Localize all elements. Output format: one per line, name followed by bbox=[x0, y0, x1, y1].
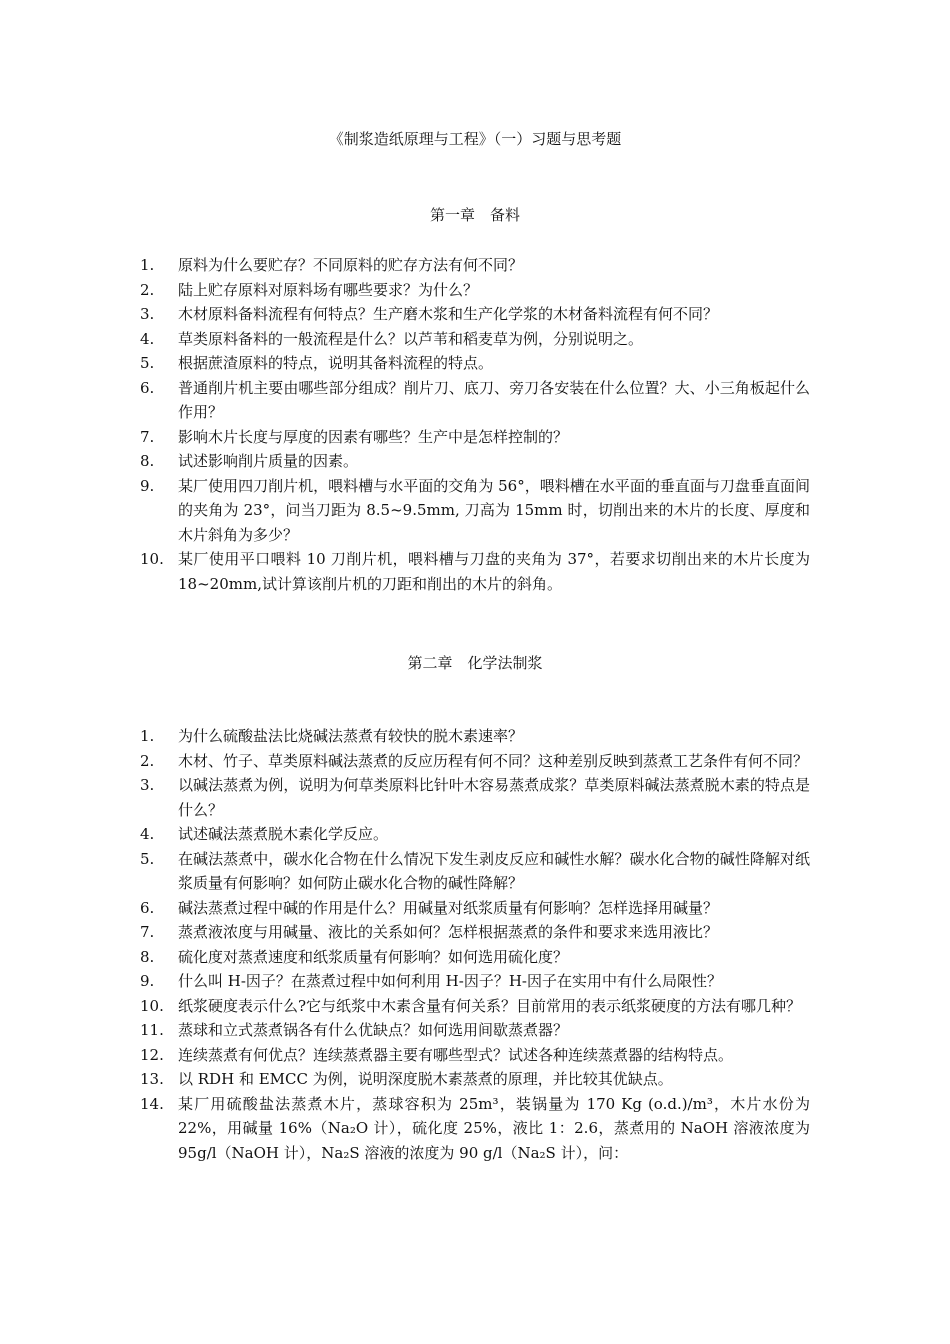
question-text: 什么叫 H-因子？在蒸煮过程中如何利用 H-因子？H-因子在实用中有什么局限性？ bbox=[178, 972, 722, 990]
question-item bbox=[140, 896, 810, 921]
question-text: 影响木片长度与厚度的因素有哪些？生产中是怎样控制的？ bbox=[178, 427, 569, 446]
question-text: 为什么硫酸盐法比烧碱法蒸煮有较快的脱木素速率？ bbox=[178, 727, 524, 745]
question-text: 草类原料备料的一般流程是什么？以芦苇和稻麦草为例，分别说明之。 bbox=[178, 329, 644, 348]
question-number: 14. bbox=[140, 1094, 164, 1113]
question-number: 4. bbox=[140, 329, 155, 348]
question-text: 连续蒸煮有何优点？连续蒸煮器主要有哪些型式？试述各种连续蒸煮器的结构特点。 bbox=[178, 1045, 734, 1064]
chapter-1-title: 第一章 备料 bbox=[429, 206, 520, 224]
question-item bbox=[140, 773, 810, 822]
question-number: 7. bbox=[140, 923, 155, 941]
question-number: 3. bbox=[140, 776, 155, 794]
question-text: 陆上贮存原料对原料场有哪些要求？为什么？ bbox=[178, 280, 479, 299]
question-item bbox=[140, 994, 810, 1019]
question-number: 5. bbox=[140, 849, 155, 868]
question-number: 1. bbox=[140, 727, 155, 745]
question-number: 2. bbox=[140, 280, 155, 299]
question-text: 某厂使用平口喂料 10 刀削片机，喂料槽与刀盘的夹角为 37°，若要求切削出来的木片长度为 18~20mm,试计算该削片机的刀距和削出的木片的斜角。 bbox=[178, 550, 810, 593]
question-number: 13. bbox=[140, 1070, 164, 1088]
question-text: 木材原料备料流程有何特点？生产磨木浆和生产化学浆的木材备料流程有何不同？ bbox=[178, 305, 719, 323]
question-number: 6. bbox=[140, 898, 155, 917]
question-text: 木材、竹子、草类原料碱法蒸煮的反应历程有何不同？这种差别反映到蒸煮工艺条件有何不同？ bbox=[178, 751, 809, 770]
question-number: 7. bbox=[140, 427, 155, 446]
question-text: 碱法蒸煮过程中碱的作用是什么？用碱量对纸浆质量有何影响？怎样选择用碱量？ bbox=[178, 898, 719, 917]
question-text: 以 RDH 和 EMCC 为例，说明深度脱木素蒸煮的原理，并比较其优缺点。 bbox=[178, 1070, 673, 1088]
question-number: 1. bbox=[140, 256, 155, 274]
question-item bbox=[140, 253, 810, 278]
question-item bbox=[140, 749, 810, 774]
question-item bbox=[140, 327, 810, 352]
question-text: 蒸煮液浓度与用碱量、液比的关系如何？怎样根据蒸煮的条件和要求来选用液比？ bbox=[178, 923, 719, 941]
question-number: 3. bbox=[140, 305, 155, 323]
question-number: 11. bbox=[140, 1021, 164, 1039]
question-number: 9. bbox=[140, 972, 155, 990]
question-item bbox=[140, 547, 810, 596]
question-item bbox=[140, 1092, 810, 1166]
question-number: 5. bbox=[140, 354, 155, 372]
question-text: 试述碱法蒸煮脱木素化学反应。 bbox=[178, 825, 389, 843]
question-text: 以碱法蒸煮为例，说明为何草类原料比针叶木容易蒸煮成浆？草类原料碱法蒸煮脱木素的特点是什么？ bbox=[178, 776, 810, 819]
question-item bbox=[140, 376, 810, 425]
question-number: 10. bbox=[140, 550, 164, 568]
question-text: 某厂使用四刀削片机，喂料槽与水平面的交角为 56°，喂料槽在水平面的垂直面与刀盘垂直面间的夹角为 23°，问当刀距为 8.5~9.5mm, 刀高为 15mm 时，切削出来的木片的长度、厚度和木片斜角为多少？ bbox=[178, 476, 810, 544]
question-number: 10. bbox=[140, 996, 164, 1015]
question-number: 9. bbox=[140, 476, 155, 495]
question-item bbox=[140, 847, 810, 896]
chapter-1-question-list bbox=[140, 253, 810, 596]
question-item bbox=[140, 1067, 810, 1092]
question-item bbox=[140, 278, 810, 303]
chapter-2-title: 第二章 化学法制浆 bbox=[407, 654, 543, 672]
question-text: 在碱法蒸煮中，碳水化合物在什么情况下发生剥皮反应和碱性水解？碳水化合物的碱性降解对纸浆质量有何影响？如何防止碳水化合物的碱性降解？ bbox=[178, 849, 810, 892]
question-number: 8. bbox=[140, 452, 155, 470]
question-text: 硫化度对蒸煮速度和纸浆质量有何影响？如何选用硫化度？ bbox=[178, 947, 569, 966]
question-text: 蒸球和立式蒸煮锅各有什么优缺点？如何选用间歇蒸煮器？ bbox=[178, 1021, 569, 1039]
question-item bbox=[140, 724, 810, 749]
question-item bbox=[140, 1043, 810, 1068]
question-text: 普通削片机主要由哪些部分组成？削片刀、底刀、旁刀各安装在什么位置？大、小三角板起什么作用？ bbox=[178, 378, 810, 421]
question-number: 4. bbox=[140, 825, 155, 843]
question-text: 某厂用硫酸盐法蒸煮木片，蒸球容积为 25m³，装锅量为 170 Kg (o.d.)/m³，木片水份为 22%，用碱量 16%（Na₂O 计），硫化度 25%，液比 1：2.6，蒸煮用的 NaOH 溶液浓度为 95g/l（NaOH 计），Na₂S 溶液的浓度为 90 g/l（Na₂S 计），问： bbox=[178, 1094, 810, 1162]
question-item bbox=[140, 425, 810, 450]
question-item bbox=[140, 302, 810, 327]
question-item bbox=[140, 449, 810, 474]
question-text: 根据蔗渣原料的特点，说明其备料流程的特点。 bbox=[178, 354, 494, 372]
question-item bbox=[140, 945, 810, 970]
question-number: 2. bbox=[140, 751, 155, 770]
question-item bbox=[140, 920, 810, 945]
document-title: 《制浆造纸原理与工程》（一）习题与思考题 bbox=[328, 130, 622, 148]
question-text: 原料为什么要贮存？不同原料的贮存方法有何不同？ bbox=[178, 256, 524, 274]
question-item bbox=[140, 969, 810, 994]
question-text: 试述影响削片质量的因素。 bbox=[178, 452, 359, 470]
question-item bbox=[140, 1018, 810, 1043]
question-text: 纸浆硬度表示什么?它与纸浆中木素含量有何关系？目前常用的表示纸浆硬度的方法有哪几种？ bbox=[178, 996, 802, 1015]
question-number: 8. bbox=[140, 947, 155, 966]
question-item bbox=[140, 822, 810, 847]
question-number: 12. bbox=[140, 1045, 164, 1064]
chapter-2-question-list bbox=[140, 724, 810, 1165]
question-item bbox=[140, 351, 810, 376]
question-item bbox=[140, 474, 810, 548]
question-number: 6. bbox=[140, 378, 155, 397]
